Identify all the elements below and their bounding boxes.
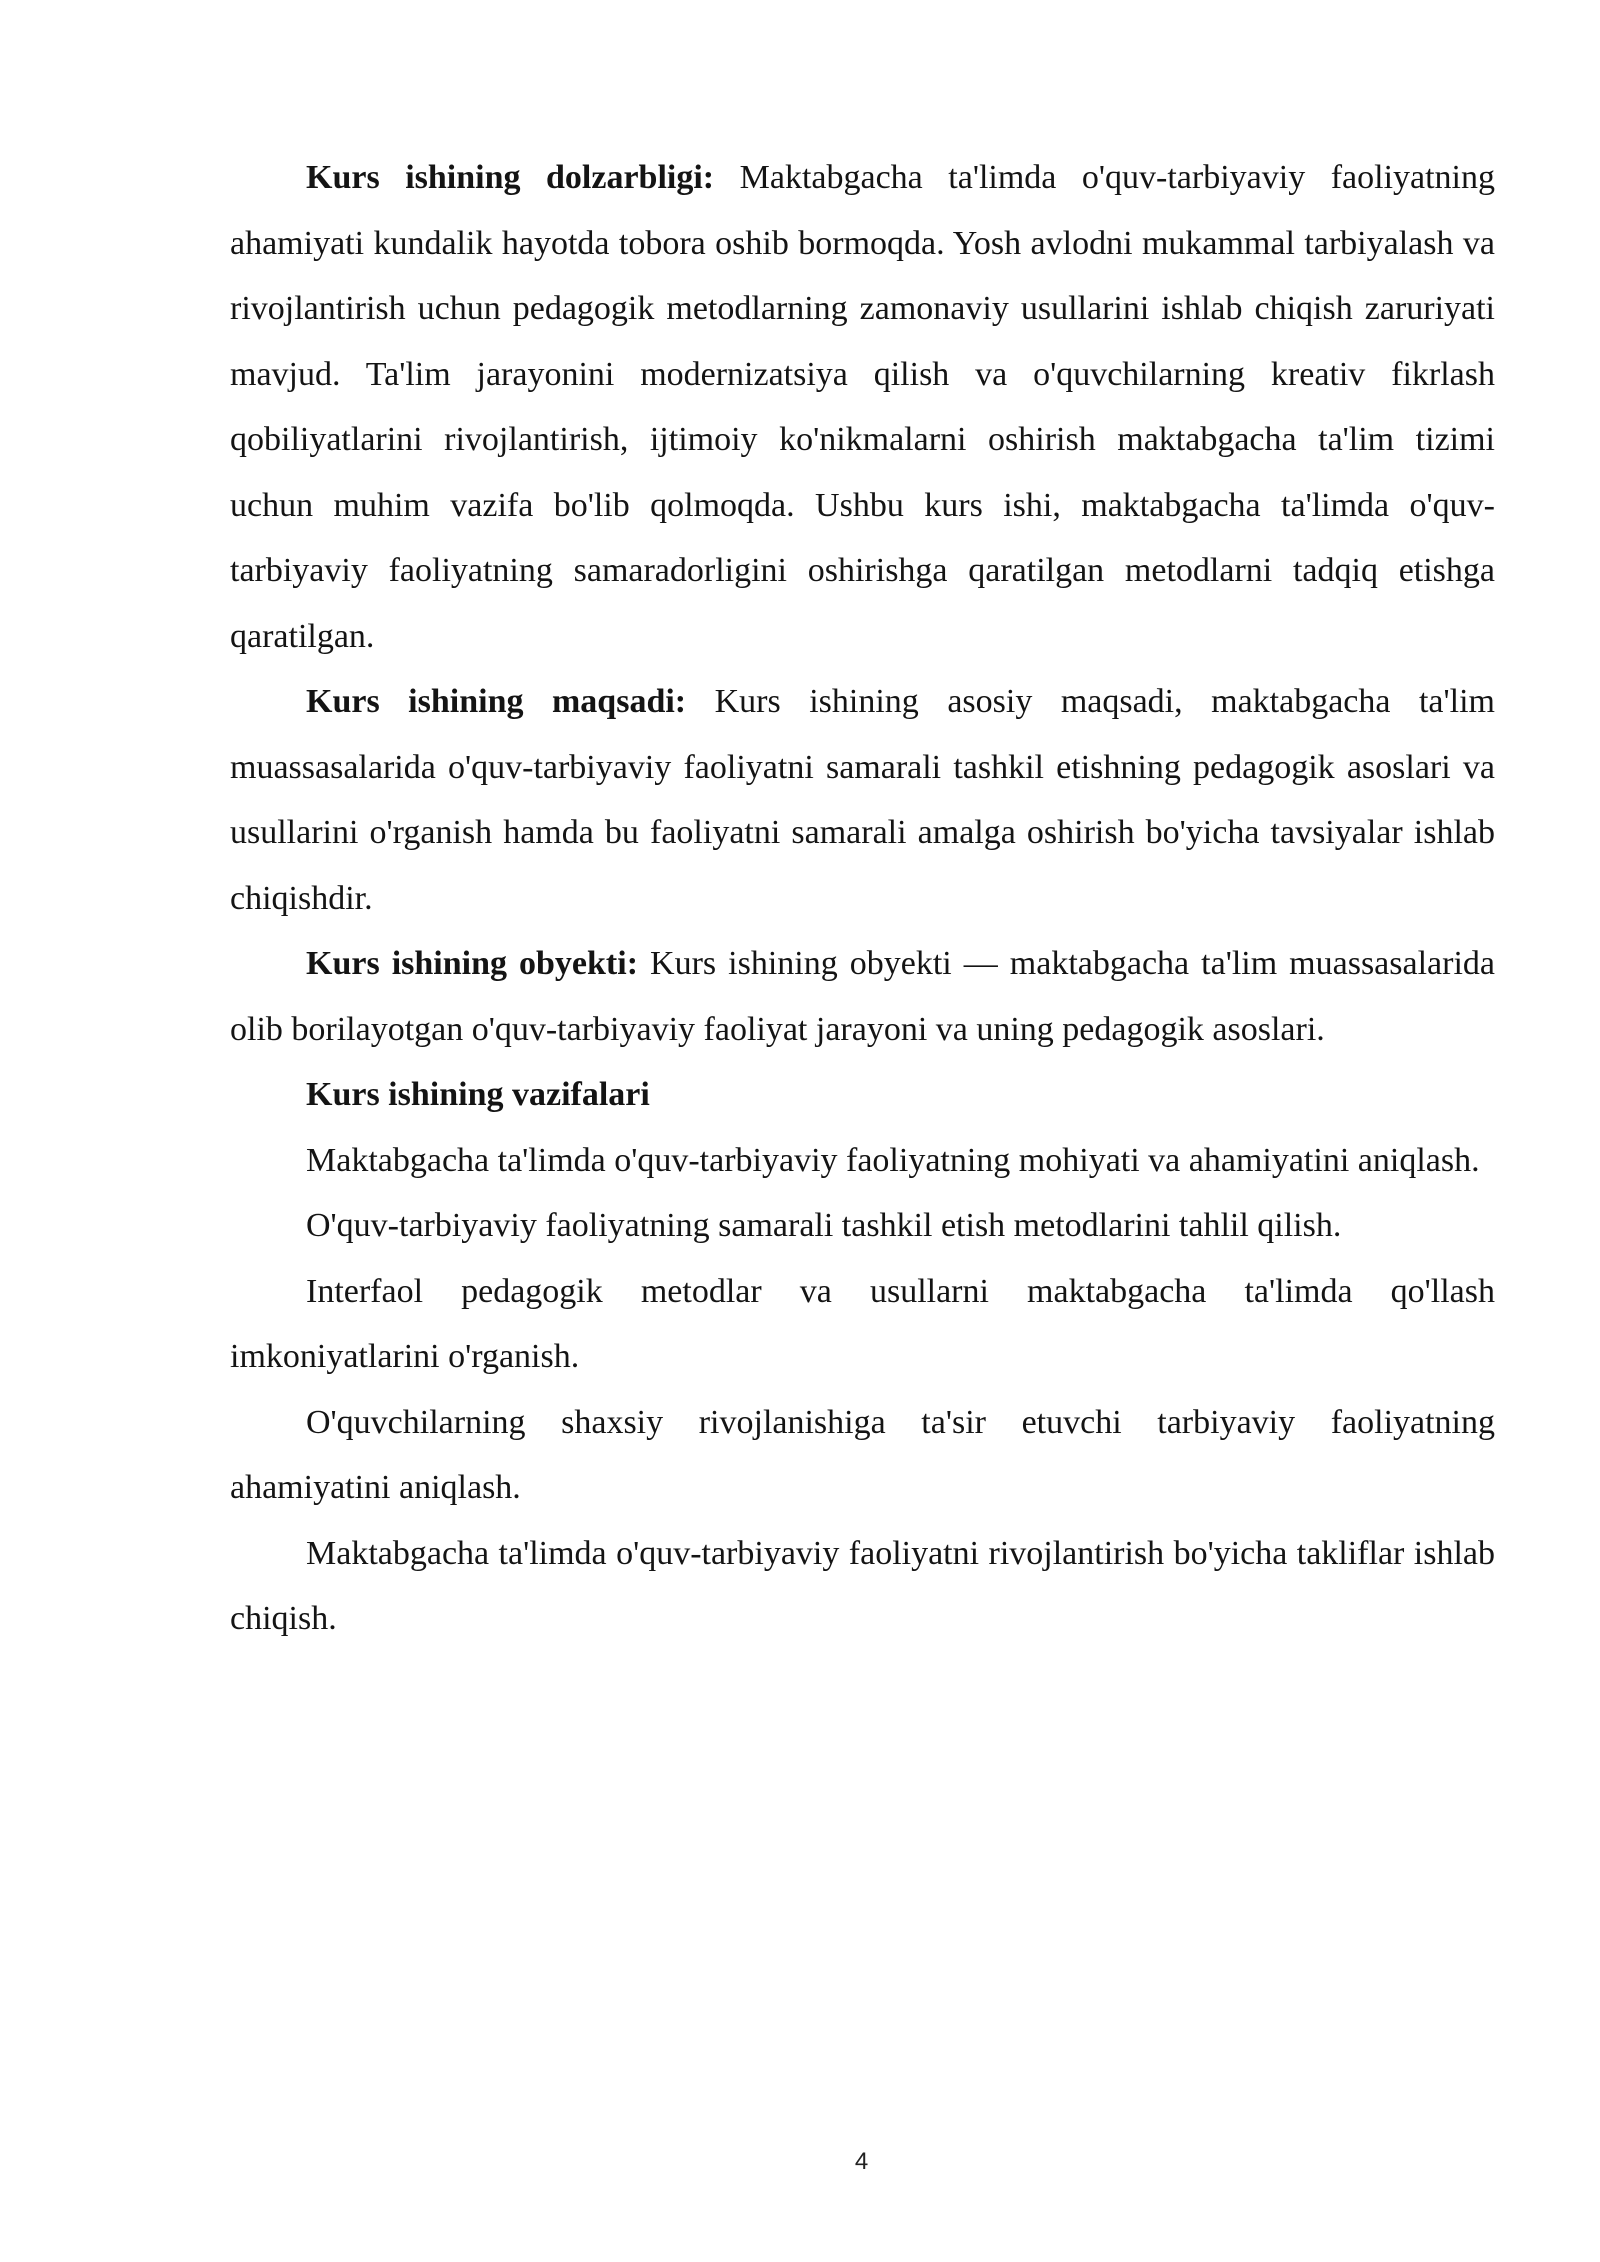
paragraph-text: Kurs ishining obyekti — maktabgacha ta'lim muassasalarida olib borilayotgan o'quv-tarbiyaviy faoliyat jarayoni va uning pedagogik asoslari. — [230, 945, 1495, 1048]
task-item: O'quv-tarbiyaviy faoliyatning samarali tashkil etish metodlarini tahlil qilish. — [306, 1207, 1342, 1244]
task-item: Interfaol pedagogik metodlar va usullarni maktabgacha ta'limda qo'llash imkoniyatlarini o'rganish. — [230, 1272, 1495, 1375]
tasks-heading: Kurs ishining vazifalari — [306, 1076, 650, 1113]
task-item: O'quvchilarning shaxsiy rivojlanishiga ta'sir etuvchi tarbiyaviy faoliyatning ahamiyatini aniqlash. — [230, 1403, 1495, 1506]
task-item: Maktabgacha ta'limda o'quv-tarbiyaviy faoliyatni rivojlantirish bo'yicha takliflar ishlab chiqish. — [230, 1534, 1495, 1637]
paragraph-object — [230, 931, 1495, 1062]
paragraph-label: Kurs ishining obyekti: — [306, 945, 639, 982]
paragraph-label: Kurs ishining dolzarbligi: — [306, 159, 715, 196]
paragraph-goal — [230, 669, 1495, 931]
paragraph-text: Kurs ishining asosiy maqsadi, maktabgacha ta'lim muassasalarida o'quv-tarbiyaviy faoliyatni samarali tashkil etishning pedagogik asoslari va usullarini o'rganish hamda bu faoliyatni samarali amalga oshirish bo'yicha tavsiyalar ishlab chiqishdir. — [230, 683, 1495, 917]
paragraph-text: Maktabgacha ta'limda o'quv-tarbiyaviy faoliyatning ahamiyati kundalik hayotda tobora oshib bormoqda. Yosh avlodni mukammal tarbiyalash va rivojlantirish uchun pedagogik metodlarning zamonaviy usullarini ishlab chiqish zaruriyati mavjud. Ta'lim jarayonini modernizatsiya qilish va o'quvchilarning kreativ fikrlash qobiliyatlarini rivojlantirish, ijtimoiy ko'nikmalarni oshirish maktabgacha ta'lim tizimi uchun muhim vazifa bo'lib qolmoqda. Ushbu kurs ishi, maktabgacha ta'limda o'quv-tarbiyaviy faoliyatning samaradorligini oshirishga qaratilgan metodlarni tadqiq etishga qaratilgan. — [230, 159, 1495, 655]
paragraph-relevance — [230, 145, 1495, 669]
document-body — [230, 145, 1495, 1652]
paragraph-label: Kurs ishining maqsadi: — [306, 683, 687, 720]
page-number: 4 — [854, 2148, 869, 2175]
task-item: Maktabgacha ta'limda o'quv-tarbiyaviy faoliyatning mohiyati va ahamiyatini aniqlash. — [306, 1141, 1480, 1179]
